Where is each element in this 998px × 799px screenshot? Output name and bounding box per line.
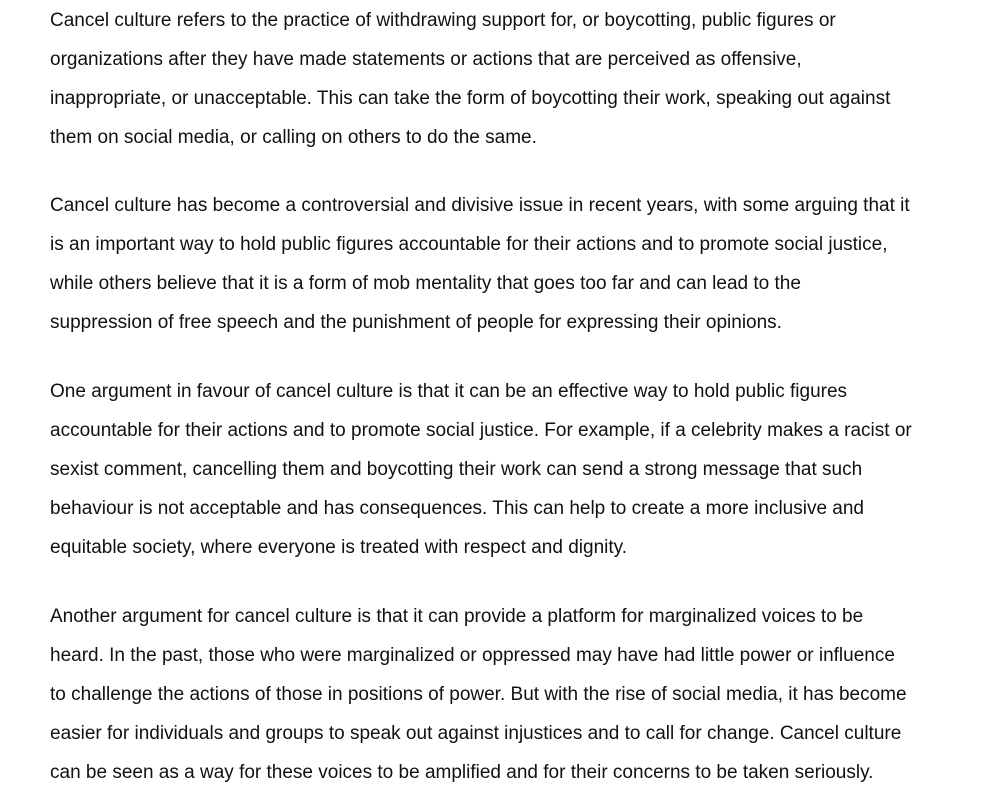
- paragraph-4-line-2: heard. In the past, those who were marginalized or oppressed may have had little power or influence: [50, 645, 895, 666]
- paragraph-2-line-4: suppression of free speech and the punishment of people for expressing their opinions.: [50, 312, 782, 333]
- paragraph-4-line-1: Another argument for cancel culture is that it can provide a platform for marginalized voices to be: [50, 606, 864, 627]
- paragraph-1-line-1: Cancel culture refers to the practice of withdrawing support for, or boycotting, public figures or: [50, 10, 836, 31]
- paragraph-3-line-1: One argument in favour of cancel culture is that it can be an effective way to hold public figures: [50, 381, 848, 402]
- paragraph-3-line-2: accountable for their actions and to promote social justice. For example, if a celebrity makes a racist or: [50, 420, 912, 441]
- paragraph-3-line-4: behaviour is not acceptable and has consequences. This can help to create a more inclusive and: [50, 498, 864, 519]
- paragraph-4-line-5: can be seen as a way for these voices to be amplified and for their concerns to be taken seriously.: [50, 762, 874, 783]
- paragraph-1-line-2: organizations after they have made statements or actions that are perceived as offensive,: [50, 49, 802, 70]
- paragraph-1-line-3: inappropriate, or unacceptable. This can take the form of boycotting their work, speaking out against: [50, 88, 891, 109]
- paragraph-3-line-3: sexist comment, cancelling them and boycotting their work can send a strong message that such: [50, 459, 863, 480]
- paragraph-1-line-4: them on social media, or calling on others to do the same.: [50, 127, 537, 148]
- paragraph-2-line-2: is an important way to hold public figures accountable for their actions and to promote social justice,: [50, 234, 888, 255]
- paragraph-3-line-5: equitable society, where everyone is treated with respect and dignity.: [50, 537, 628, 558]
- paragraph-4-line-4: easier for individuals and groups to speak out against injustices and to call for change. Cancel culture: [50, 723, 902, 744]
- paragraph-4-line-3: to challenge the actions of those in positions of power. But with the rise of social media, it has become: [50, 684, 907, 705]
- paragraph-2-line-1: Cancel culture has become a controversial and divisive issue in recent years, with some arguing that it: [50, 195, 910, 216]
- paragraph-2-line-3: while others believe that it is a form of mob mentality that goes too far and can lead to the: [50, 273, 801, 294]
